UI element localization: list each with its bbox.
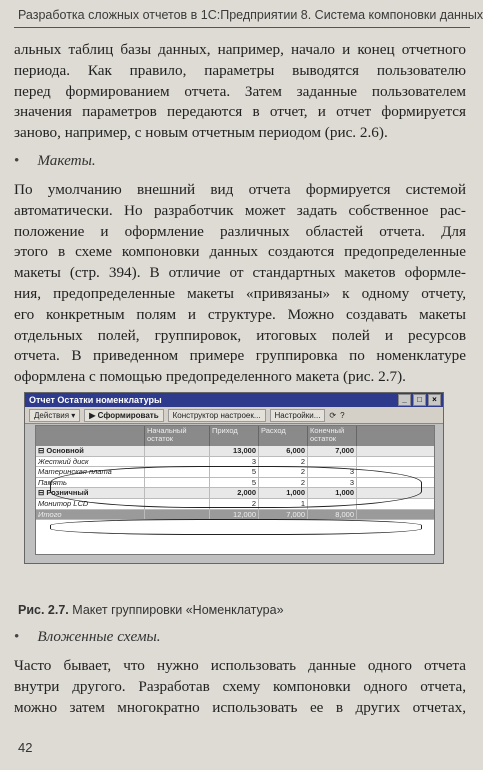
cell-value xyxy=(145,488,210,498)
cell-name: Память xyxy=(36,478,145,488)
cell-value xyxy=(145,457,210,467)
caption-text: Макет группировки «Номенклатура» xyxy=(72,603,284,617)
paragraph-line: оформлена с помощью предопределенного макета (рис. 2.7). xyxy=(14,368,406,386)
table-row[interactable] xyxy=(36,457,434,468)
cell-value: 7,000 xyxy=(259,510,308,520)
paragraph-line: перед формированием отчета. Затем заданные пользователем xyxy=(14,82,466,100)
cell-name: Монитор LCD xyxy=(36,499,145,509)
table-body xyxy=(36,446,434,520)
cell-value xyxy=(145,478,210,488)
cell-value xyxy=(145,510,210,520)
paragraph-2 xyxy=(14,180,466,388)
figure-screenshot xyxy=(24,392,444,564)
cell-value: 2,000 xyxy=(210,488,259,498)
cell-value: 13,000 xyxy=(210,446,259,456)
header-rule xyxy=(14,27,470,28)
cell-value: 1 xyxy=(259,499,308,509)
column-header xyxy=(36,426,145,446)
cell-value: 1,000 xyxy=(259,488,308,498)
column-header: Расход xyxy=(259,426,308,446)
report-toolbar xyxy=(25,407,443,424)
cell-value xyxy=(145,467,210,477)
paragraph-line: положение и оформление различных областей отчета. Для xyxy=(14,222,466,240)
paragraph-line: можно затем многократно использовать ее в других отчетах, xyxy=(14,698,466,716)
window-title: Отчет Остатки номенклатуры xyxy=(29,395,162,405)
cell-value xyxy=(145,446,210,456)
paragraph-1 xyxy=(14,40,466,144)
cell-value xyxy=(308,457,357,467)
highlight-oval xyxy=(50,519,422,535)
cell-value: 3 xyxy=(308,478,357,488)
cell-name: Жесткий диск xyxy=(36,457,145,467)
bullet-nested-schemes xyxy=(14,628,161,646)
actions-menu-button[interactable]: Действия ▾ xyxy=(29,409,80,422)
paragraph-line: альных таблиц базы данных, например, начало и конец отчетного xyxy=(14,41,466,58)
settings-button[interactable]: Настройки... xyxy=(270,409,326,422)
cell-name: ⊟ Основной xyxy=(36,446,145,456)
window-titlebar xyxy=(25,393,443,407)
cell-value: 2 xyxy=(259,478,308,488)
paragraph-3 xyxy=(14,656,466,718)
paragraph-line: периода. Как правило, параметры выводятся пользователю xyxy=(14,61,466,79)
cell-value: 5 xyxy=(210,467,259,477)
cell-value: 2 xyxy=(259,467,308,477)
bullet-makety xyxy=(14,152,96,170)
paragraph-line: его конкретным полям и структуре. Можно создавать макеты xyxy=(14,305,466,323)
paragraph-line: заново, например, с новым отчетным периодом (рис. 2.6). xyxy=(14,124,388,142)
cell-value: 3 xyxy=(210,457,259,467)
report-table xyxy=(35,425,435,555)
column-header: Приход xyxy=(210,426,259,446)
paragraph-line: макеты (стр. 394). В отличие от стандартных макетов оформле- xyxy=(14,264,466,282)
paragraph-line: отдельных полей, группировок, итоговых полей и ресурсов xyxy=(14,326,466,344)
close-icon[interactable]: × xyxy=(428,394,441,406)
paragraph-line: внутри другого. Разработав схему компоновки одного отчета, xyxy=(14,677,466,695)
table-row[interactable] xyxy=(36,499,434,510)
caption-label: Рис. 2.7. xyxy=(18,603,69,617)
cell-name: Итого xyxy=(36,510,145,520)
table-row[interactable] xyxy=(36,510,434,521)
cell-value: 3 xyxy=(308,467,357,477)
minimize-icon[interactable]: _ xyxy=(398,394,411,406)
table-header xyxy=(36,426,434,446)
cell-value: 7,000 xyxy=(308,446,357,456)
paragraph-line: этого в схеме компоновки данных создаются предопределенные xyxy=(14,243,466,261)
help-icon[interactable]: ? xyxy=(340,410,345,420)
table-row[interactable] xyxy=(36,478,434,489)
generate-button[interactable]: ▶ Сформировать xyxy=(84,409,163,422)
paragraph-line: отчета. В приведенном примере группировка по номенклатуре xyxy=(14,347,466,365)
cell-value: 2 xyxy=(259,457,308,467)
cell-name: Материнская плата xyxy=(36,467,145,477)
window-controls xyxy=(398,394,443,406)
paragraph-line: Часто бывает, что нужно использовать данные одного отчета xyxy=(14,657,466,674)
paragraph-line: значения параметров передаются в отчет, и отчет формируется xyxy=(14,103,466,121)
cell-value xyxy=(308,499,357,509)
page-number: 42 xyxy=(18,740,33,755)
bullet-label: Макеты. xyxy=(37,152,96,169)
bullet-label: Вложенные схемы. xyxy=(37,628,161,645)
column-header: Начальный остаток xyxy=(145,426,210,446)
cell-value: 1,000 xyxy=(308,488,357,498)
cell-name: ⊟ Розничный xyxy=(36,488,145,498)
paragraph-line: ния, предопределенные макеты «привязаны» к одному отчету, xyxy=(14,284,466,302)
paragraph-line: автоматически. Но разработчик может задать собственное рас- xyxy=(14,201,466,219)
figure-caption xyxy=(18,603,284,617)
settings-designer-button[interactable]: Конструктор настроек... xyxy=(168,409,266,422)
bullet-dot: • xyxy=(14,628,20,645)
cell-value: 8,000 xyxy=(308,510,357,520)
paragraph-line: По умолчанию внешний вид отчета формируется системой xyxy=(14,181,466,198)
running-title: Разработка сложных отчетов в 1С:Предприятии 8. Система компоновки данных xyxy=(18,8,483,22)
cell-value: 12,000 xyxy=(210,510,259,520)
table-row[interactable] xyxy=(36,488,434,499)
refresh-icon[interactable]: ⟳ xyxy=(329,410,337,420)
cell-value: 5 xyxy=(210,478,259,488)
table-row[interactable] xyxy=(36,467,434,478)
column-header: Конечный остаток xyxy=(308,426,357,446)
maximize-icon[interactable]: □ xyxy=(413,394,426,406)
cell-value: 2 xyxy=(210,499,259,509)
cell-value xyxy=(145,499,210,509)
cell-value: 6,000 xyxy=(259,446,308,456)
table-row[interactable] xyxy=(36,446,434,457)
bullet-dot: • xyxy=(14,152,20,169)
